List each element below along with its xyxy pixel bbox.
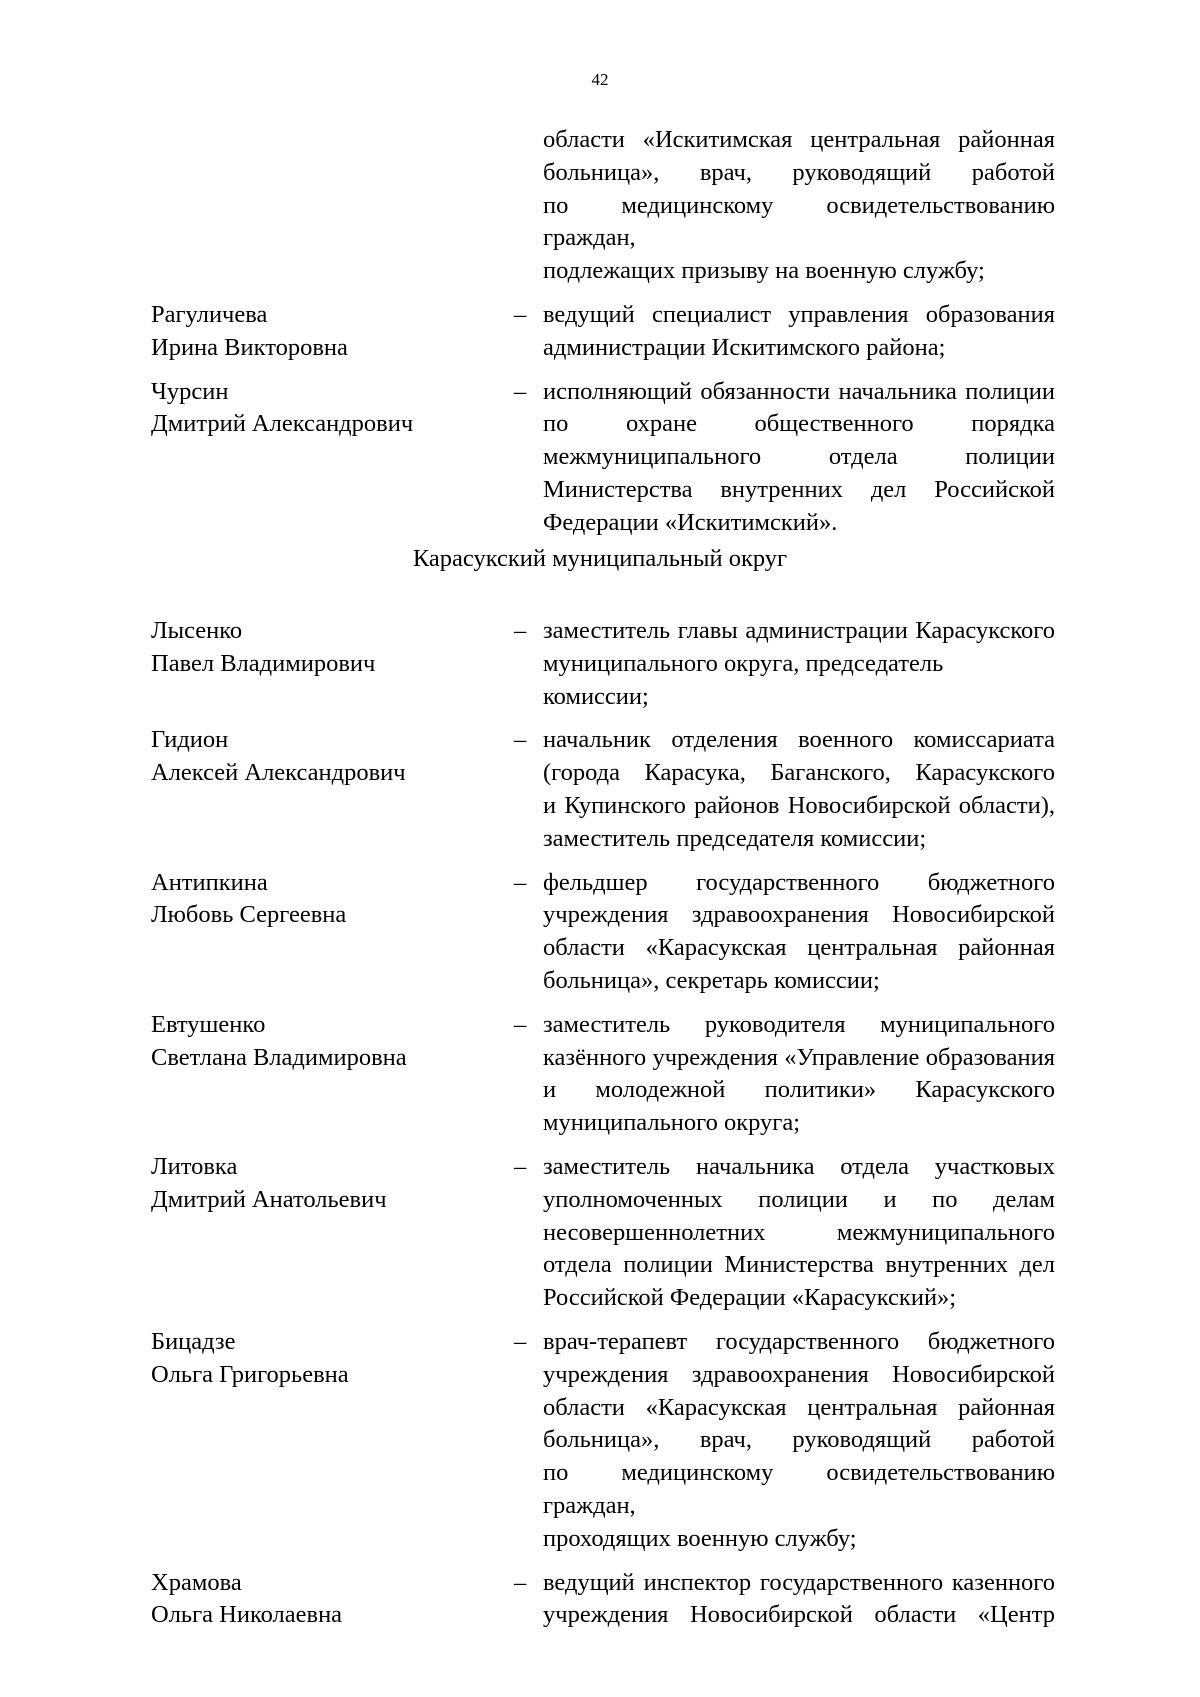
member-name: [151, 376, 491, 442]
role-line: по медицинскому освидетельствованию граждан,: [543, 191, 1055, 252]
member-role: [543, 867, 1055, 998]
member-entry: [151, 376, 1055, 540]
continuation-role: [543, 124, 1055, 288]
member-given-name: Любовь Сергеевна: [151, 901, 347, 929]
member-given-name: Ольга Николаевна: [151, 1601, 343, 1629]
role-line: отдела полиции Министерства внутренних дел: [543, 1251, 1055, 1279]
role-line: по охране общественного порядка: [543, 410, 1055, 438]
role-line: и молодежной политики» Карасукского: [543, 1076, 1055, 1104]
member-role: [543, 376, 1055, 540]
role-line: ведущий специалист управления образования: [543, 300, 1055, 328]
role-line: казённого учреждения «Управление образования: [543, 1043, 1055, 1071]
dash-separator: –: [514, 1152, 527, 1180]
member-surname: Литовка: [151, 1152, 238, 1180]
member-entry: [151, 867, 1055, 998]
member-surname: Гидион: [151, 726, 229, 754]
role-line: заместитель главы администрации Карасукского: [543, 617, 1055, 644]
member-entry: [151, 1009, 1055, 1140]
dash-separator: –: [514, 377, 527, 405]
role-line: заместитель руководителя муниципального: [543, 1010, 1055, 1038]
member-role: [543, 299, 1055, 365]
role-line: учреждения здравоохранения Новосибирской: [543, 1360, 1055, 1388]
member-surname: Чурсин: [151, 377, 229, 405]
member-name: [151, 299, 491, 365]
member-given-name: Светлана Владимировна: [151, 1043, 407, 1071]
role-line: врач-терапевт государственного бюджетного: [543, 1327, 1055, 1355]
member-entry: [151, 724, 1055, 855]
role-line: межмуниципального отдела полиции: [543, 443, 1055, 471]
role-line: учреждения Новосибирской области «Центр: [543, 1601, 1055, 1629]
dash-separator: –: [514, 1010, 527, 1038]
member-name: [151, 1326, 491, 1392]
member-given-name: Алексей Александрович: [151, 759, 406, 787]
continuation-block: [151, 124, 1055, 540]
role-line: проходящих военную службу;: [543, 1524, 857, 1552]
member-entry: [151, 1326, 1055, 1556]
member-surname: Евтушенко: [151, 1010, 266, 1038]
role-line: уполномоченных полиции и по делам: [543, 1185, 1055, 1213]
role-line: заместитель начальника отдела участковых: [543, 1152, 1055, 1180]
role-line: (города Карасука, Баганского, Карасукского: [543, 759, 1055, 787]
role-line: фельдшер государственного бюджетного: [543, 868, 1055, 896]
role-line: Министерства внутренних дел Российской: [543, 475, 1055, 503]
member-role: [543, 1151, 1055, 1315]
member-surname: Рагуличева: [151, 300, 268, 328]
role-line: Федерации «Искитимский».: [543, 508, 838, 536]
dash-separator: –: [514, 868, 527, 896]
member-role: [543, 1009, 1055, 1140]
member-given-name: Дмитрий Александрович: [151, 410, 414, 438]
role-line: по медицинскому освидетельствованию граждан,: [543, 1459, 1055, 1519]
role-line: муниципального округа;: [543, 1109, 801, 1137]
dash-separator: –: [514, 726, 527, 754]
member-name: [151, 867, 491, 933]
page-number: 42: [591, 70, 609, 89]
member-name: [151, 615, 491, 681]
member-given-name: Ирина Викторовна: [151, 333, 348, 361]
commission-members-list: [151, 615, 1055, 1632]
member-given-name: Дмитрий Анатольевич: [151, 1185, 387, 1213]
member-entry: [151, 1567, 1055, 1633]
member-surname: Антипкина: [151, 868, 268, 896]
dash-separator: –: [514, 1327, 527, 1355]
role-line: области «Искитимская центральная районная: [543, 126, 1055, 153]
role-line: исполняющий обязанности начальника полиции: [543, 377, 1055, 405]
role-line: области «Карасукская центральная районная: [543, 1393, 1055, 1421]
member-surname: Бицадзе: [151, 1327, 236, 1355]
member-given-name: Павел Владимирович: [151, 649, 376, 677]
member-surname: Храмова: [151, 1568, 242, 1596]
section-heading: Карасукский муниципальный округ: [412, 545, 788, 572]
role-line: области «Карасукская центральная районная: [543, 934, 1055, 962]
member-surname: Лысенко: [151, 617, 243, 644]
member-entry: [151, 615, 1055, 713]
member-name: [151, 724, 491, 790]
role-line: и Купинского районов Новосибирской области),: [543, 791, 1055, 819]
continuation-entry: [151, 124, 1055, 288]
role-line: учреждения здравоохранения Новосибирской: [543, 901, 1055, 929]
member-entry: [151, 1151, 1055, 1315]
dash-separator: –: [514, 1568, 527, 1596]
member-entry: [151, 299, 1055, 365]
member-name: [151, 1009, 491, 1075]
role-line: Российской Федерации «Карасукский»;: [543, 1284, 957, 1312]
role-line: начальник отделения военного комиссариата: [543, 726, 1055, 754]
role-line: подлежащих призыву на военную службу;: [543, 257, 985, 285]
role-line: муниципального округа, председатель комиссии;: [543, 649, 944, 710]
member-name: [151, 1567, 491, 1633]
role-line: больница», врач, руководящий работой: [543, 158, 1055, 186]
role-line: администрации Искитимского района;: [543, 333, 946, 361]
member-role: [543, 1326, 1055, 1556]
role-line: больница», врач, руководящий работой: [543, 1426, 1055, 1454]
member-role: [543, 615, 1055, 713]
role-line: несовершеннолетних межмуниципального: [543, 1218, 1055, 1246]
dash-separator: –: [514, 617, 527, 644]
role-line: больница», секретарь комиссии;: [543, 966, 880, 994]
role-line: ведущий инспектор государственного казенного: [543, 1568, 1055, 1596]
member-name: [151, 1151, 491, 1217]
member-given-name: Ольга Григорьевна: [151, 1360, 349, 1388]
member-role: [543, 724, 1055, 855]
dash-separator: –: [514, 300, 527, 328]
role-line: заместитель председателя комиссии;: [543, 824, 927, 852]
member-role: [543, 1567, 1055, 1633]
